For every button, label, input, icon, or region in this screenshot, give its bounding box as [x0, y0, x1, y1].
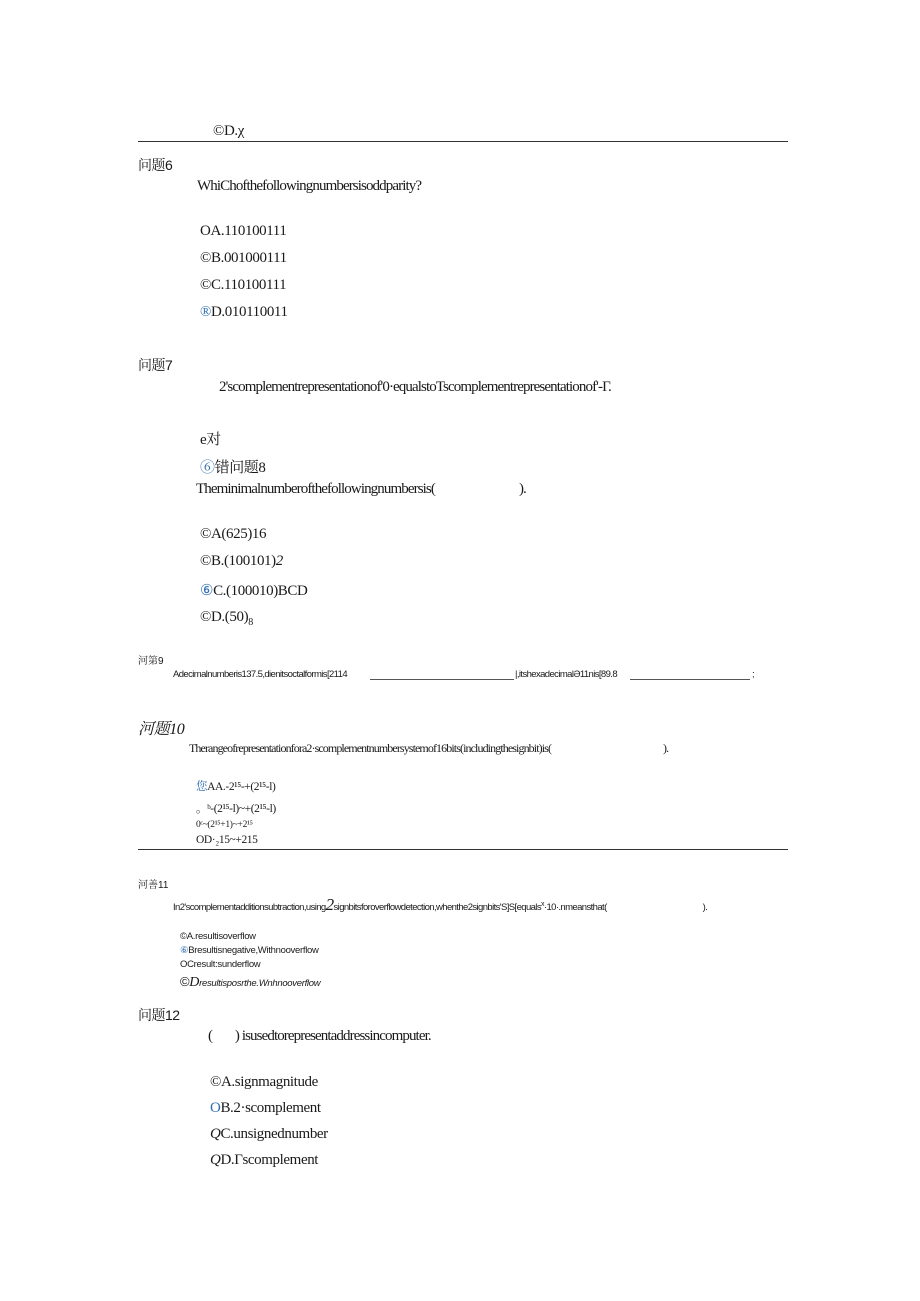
option-label: 对 [206, 432, 221, 448]
q12-option-d[interactable] [210, 1152, 318, 1169]
option-label: D.(50) [211, 609, 249, 625]
option-label: AA.-2¹⁵-+(2¹⁵-l) [207, 781, 276, 793]
option-label: D.010110011 [211, 304, 288, 320]
option-label: A.signmagnitude [221, 1074, 318, 1090]
q6-option-c[interactable] [200, 277, 286, 294]
q12-option-b[interactable] [210, 1100, 321, 1117]
option-label: ᶜ~(2¹⁵+1)~+2¹⁵ [200, 820, 253, 830]
option-label: 错问题8 [214, 460, 266, 476]
q12-option-c[interactable] [210, 1126, 328, 1143]
option-label: resultisposrthe.Wnhnooverflow [199, 978, 321, 989]
radio-marker: © [200, 277, 211, 293]
question-11-text-big: 2 [325, 895, 334, 914]
option-label: B.2·scomplement [220, 1100, 321, 1116]
option-label: A.resultisoverflow [186, 931, 256, 942]
answer-blank-2[interactable] [630, 679, 750, 680]
q8-option-c[interactable] [200, 581, 307, 600]
radio-marker: © [200, 609, 211, 625]
option-label: D.Γscomplement [220, 1152, 319, 1168]
option-label: C.(100010)BCD [213, 583, 308, 599]
prev-option-text: ©D.χ [213, 123, 245, 139]
radio-marker: © [180, 974, 190, 989]
question-9-title: 河第9 [138, 656, 164, 667]
q10-option-a[interactable] [196, 778, 275, 794]
q10-option-d[interactable] [196, 834, 258, 846]
radio-marker: © [210, 1074, 221, 1090]
radio-marker: © [200, 526, 211, 542]
question-11-text-b: signbitsforoverflowdetection,whenthe2signbits'S]S[equals [333, 902, 541, 913]
radio-marker: Q [210, 1152, 221, 1168]
radio-marker: 。 [196, 803, 208, 815]
radio-marker: O [210, 1100, 221, 1116]
option-label: A(625)16 [211, 526, 267, 542]
q11-option-b[interactable] [180, 945, 319, 956]
q10-option-b[interactable] [196, 800, 276, 816]
question-11-text-a: In2'scomplementadditionsubtraction,using [173, 902, 326, 913]
radio-marker: O [200, 223, 211, 239]
radio-marker: © [180, 931, 187, 942]
question-9-text-b: |,itshexadecimalƏ11nis[89.8 [515, 669, 618, 680]
option-label: Cresult:sunderflow [187, 959, 261, 970]
option-label: D·₂15~+215 [203, 834, 258, 846]
question-10-title: 河题10 [138, 721, 185, 738]
radio-marker: ⑥ [200, 460, 215, 476]
question-10-text [189, 741, 668, 756]
question-10-text-before: Therangeofrepresentationfora2·scomplementnumbersystemof16bits(includingthesignbit)is( [189, 741, 552, 755]
radio-marker: ⑥ [180, 945, 189, 956]
option-label: A.110100111 [210, 223, 287, 239]
radio-marker: 0 [196, 820, 201, 830]
radio-marker: ® [200, 304, 211, 320]
question-11-text-sup: x [540, 900, 544, 908]
question-7-text: 2'scomplementrepresentationof'0·equalstoTscomplementrepresentationof'-Γ. [219, 379, 611, 395]
question-12-title: 问题12 [138, 1007, 180, 1023]
q6-option-b[interactable] [200, 250, 287, 267]
question-6-title: 问题6 [138, 157, 173, 173]
q10-option-c[interactable] [196, 820, 253, 830]
option-label: C.110100111 [211, 277, 287, 293]
option-label: B.001000111 [211, 250, 287, 266]
radio-marker: O [180, 959, 188, 970]
question-8-text [196, 481, 526, 498]
q7-option-true[interactable] [200, 428, 221, 449]
q6-option-d[interactable] [200, 304, 288, 321]
question-7-title: 问题7 [138, 357, 173, 373]
radio-marker: e [200, 432, 207, 448]
question-6-text: WhiChofthefollowingnumbersisoddparity? [197, 178, 422, 194]
q8-option-a[interactable] [200, 526, 266, 543]
q6-option-a[interactable] [200, 223, 286, 240]
q11-option-a[interactable] [180, 931, 256, 942]
question-11-text-after: ). [702, 902, 708, 913]
radio-marker: 您 [196, 781, 208, 793]
q8-option-b[interactable] [200, 553, 283, 570]
question-9-text-c: ; [752, 669, 755, 680]
q7-option-false[interactable] [200, 456, 266, 477]
option-letter: D [189, 975, 200, 990]
prev-option-d[interactable] [213, 123, 244, 140]
q11-option-d[interactable] [180, 974, 320, 991]
radio-marker: © [200, 250, 211, 266]
radio-marker: © [200, 553, 211, 569]
option-label: C.unsignednumber [220, 1126, 328, 1142]
divider [138, 141, 788, 142]
divider [138, 849, 788, 850]
question-11-text-c: ·10·.nmeansthat( [543, 902, 607, 913]
question-12-text: ( ) isusedtorepresentaddressincomputer. [208, 1028, 431, 1044]
option-base: 8 [248, 617, 253, 628]
question-11-title: 河善11 [138, 880, 169, 891]
question-8-text-before: Theminimalnumberofthefollowingnumbersis( [196, 481, 435, 497]
option-label: B.(100101) [211, 553, 276, 569]
option-label: ᵇ-(2¹⁵-l)~+(2¹⁵-l) [207, 803, 276, 815]
question-10-text-after: ). [663, 741, 669, 755]
q12-option-a[interactable] [210, 1074, 318, 1091]
radio-marker: Q [210, 1126, 221, 1142]
q11-option-c[interactable] [180, 959, 260, 970]
radio-marker: O [196, 834, 204, 846]
question-9-text-a: Adecimalnumberis137.5,dienitsoctalformis[2114 [173, 669, 348, 680]
q8-option-d[interactable] [200, 609, 253, 628]
answer-blank-1[interactable] [370, 679, 514, 680]
option-base: 2 [275, 553, 283, 569]
radio-marker: ⑥ [200, 583, 214, 599]
question-8-text-after: ). [518, 481, 526, 497]
option-label: Bresultisnegative,Withnooverflow [188, 945, 319, 956]
question-11-text [173, 895, 707, 915]
